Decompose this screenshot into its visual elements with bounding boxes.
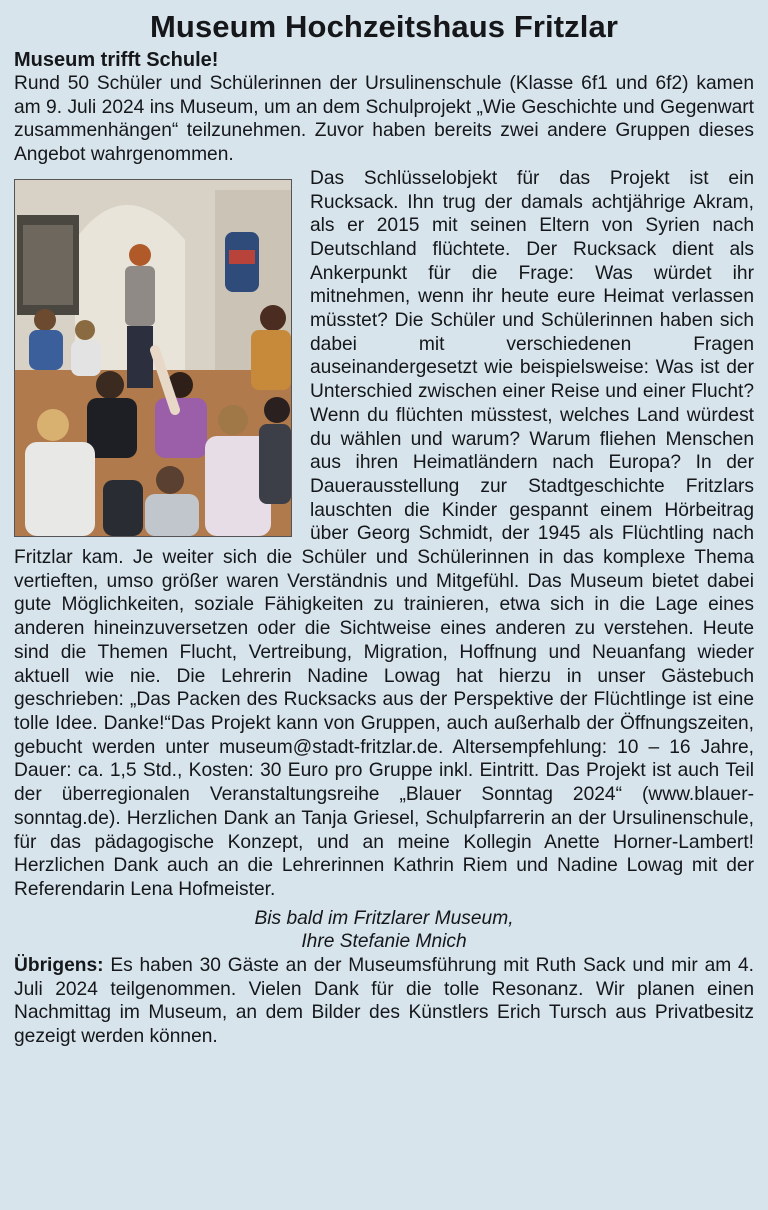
- intro-paragraph: Rund 50 Schüler und Schülerinnen der Ursulinenschule (Klasse 6f1 und 6f2) kamen am 9. Juli 2024 ins Museum, um an dem Schulprojekt „Wie Geschichte und Gegenwart zusammenhängen“ teilzunehmen. Zuvor haben bereits zwei andere Gruppen dieses Angebot wahrgenommen.: [14, 73, 754, 166]
- classroom-photo-drawing: [15, 180, 291, 536]
- article-title: Museum Hochzeitshaus Fritzlar: [150, 9, 618, 44]
- footer-text: Es haben 30 Gäste an der Museumsführung mit Ruth Sack und mir am 4. Juli 2024 teilgenommen. Vielen Dank für die tolle Resonanz. Wir planen einen Nachmittag im Museum, an dem Bilder des Künstlers Erich Tursch aus Privatbesitz gezeigt werden können.: [14, 955, 754, 1048]
- signature-block: [14, 907, 754, 954]
- footer-paragraph: [14, 954, 754, 1049]
- footer-label: Übrigens:: [14, 955, 104, 977]
- main-paragraph: Das Schlüsselobjekt für das Projekt ist ein Rucksack. Ihn trug der damals achtjährige Akram, als er 2015 mit seinen Eltern von Syrien nach Deutschland flüchtete. Der Rucksack dient als Ankerpunkt für die Frage: Was würdet ihr mitnehmen, wenn ihr heute eure Heimat verlassen müsstet? Die Schüler und Schülerinnen haben sich dabei mit verschiedenen Fragen auseinandergesetzt wie beispielsweise: Was ist der Unterschied zwischen einer Reise und einer Flucht? Wenn du flüchten müsstest, welches Land würdest du wählen und warum? Warum fliehen Menschen aus ihren Heimatländern nach Europa? In der Dauerausstellung zur Stadtgeschichte Fritzlars lauschten die Kinder gespannt einem Hörbeitrag über Georg Schmidt, der 1945 als Flüchtling nach Fritzlar kam. Je weiter sich die Schüler und Schülerinnen in das komplexe Thema vertieften, umso größer waren Verständnis und Mitgefühl. Das Museum bietet dabei gute Möglichkeiten, soziale Fähigkeiten zu trainieren, etwa sich in die Lage eines anderen hineinzuversetzen oder die Sichtweise eines anderen zu verstehen. Heute sind die Themen Flucht, Vertreibung, Migration, Hoffnung und Neuanfang wieder aktuell wie nie. Die Lehrerin Nadine Lowag hat hierzu in unser Gästebuch geschrieben: „Das Packen des Rucksacks aus der Perspektive der Flüchtlinge ist eine tolle Idee. Danke!“Das Projekt kann von Gruppen, auch außerhalb der Öffnungszeiten, gebucht werden unter museum@stadt-fritzlar.de. Altersempfehlung: 10 – 16 Jahre, Dauer: ca. 1,5 Std., Kosten: 30 Euro pro Gruppe inkl. Eintritt. Das Projekt ist auch Teil der überregionalen Veranstaltungsreihe „Blauer Sonntag 2024“ (www.blauer-sonntag.de). Herzlichen Dank an Tanja Griesel, Schulpfarrerin an der Ursulinenschule, für das pädagogische Konzept, und an meine Kollegin Anette Horner-Lambert! Herzlichen Dank auch an die Lehrerinnen Kathrin Riem und Nadine Lowag mit der Referendarin Lena Hofmeister.: [14, 167, 754, 900]
- classroom-photo: [14, 179, 292, 537]
- article-subheading: Museum trifft Schule!: [14, 49, 219, 71]
- signature-line-2: Ihre Stefanie Mnich: [301, 931, 467, 953]
- signature-line-1: Bis bald im Fritzlarer Museum,: [254, 907, 514, 929]
